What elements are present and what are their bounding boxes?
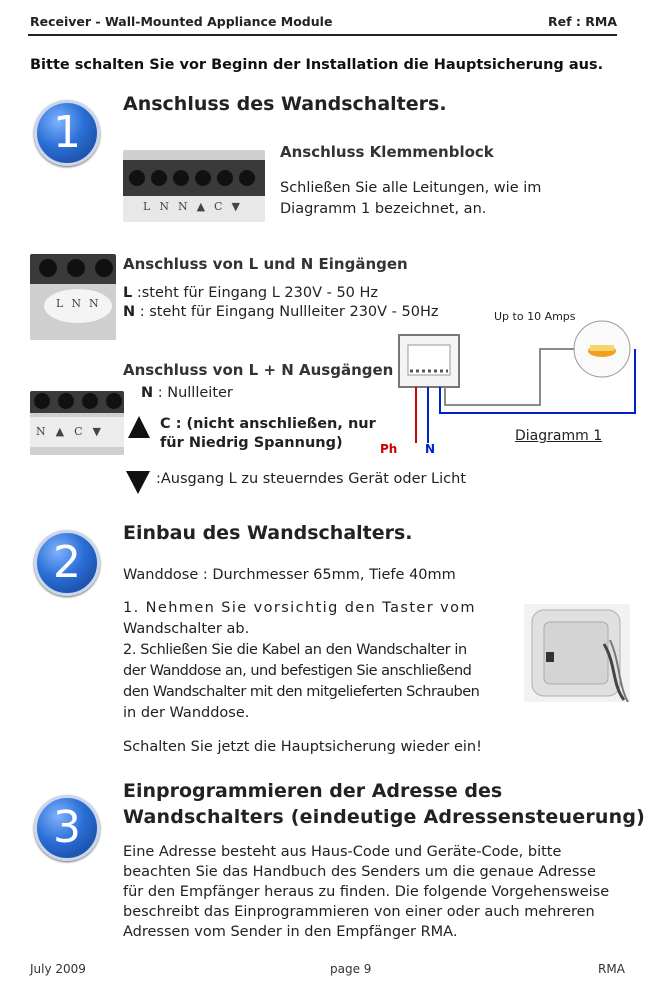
step-3-title-line-2: Wandschalters (eindeutige Adressensteuerung) (123, 806, 646, 828)
terminal-label: ▼ (231, 200, 249, 213)
output-terminals-photo (30, 391, 124, 455)
output-label: ▼ (92, 425, 111, 438)
step-3-paragraph-line-3: für den Empfänger heraus zu finden. Die folgende Vorgehensweise (123, 884, 610, 900)
terminal-label: N (177, 200, 197, 213)
output-c-key: C (160, 416, 171, 432)
output-label: N (36, 425, 56, 438)
output-c-text-1: : (nicht anschließen, nur (170, 416, 376, 432)
input-label: L (56, 297, 72, 310)
terminal-block-text-1: Schließen Sie alle Leitungen, wie im (280, 180, 542, 196)
final-instruction: Schalten Sie jetzt die Hauptsicherung wieder ein! (123, 739, 482, 755)
output-label: ▲ (55, 425, 75, 438)
output-n-key: N (141, 385, 154, 401)
instruction-2-line-2: der Wanddose an, und befestigen Sie anschließend (123, 663, 472, 679)
phase-label: Ph (380, 442, 398, 456)
instruction-1-line-1: 1. Nehmen Sie vorsichtig den Taster vom (123, 600, 476, 616)
step-1-badge: 1 (34, 100, 100, 166)
footer-date: July 2009 (30, 962, 86, 976)
terminal-block-text-2: Diagramm 1 bezeichnet, an. (280, 201, 487, 217)
terminal-label: C (214, 200, 232, 213)
step-3-paragraph-line-2: beachten Sie das Handbuch des Senders um die genaue Adresse (123, 864, 596, 880)
output-c-line (160, 414, 376, 435)
terminal-label: ▲ (196, 200, 215, 213)
step-2-badge: 2 (34, 530, 100, 596)
instruction-2-line-4: in der Wanddose. (123, 705, 250, 721)
box-dimensions: Wanddose : Durchmesser 65mm, Tiefe 40mm (123, 567, 456, 583)
outputs-heading: Anschluss von L + N Ausgängen (123, 361, 394, 379)
input-l-text: :steht für Eingang L 230V - 50 Hz (132, 285, 379, 301)
step-3-paragraph-line-4: beschreibt das Einprogrammieren von einer oder auch mehreren (123, 904, 595, 920)
output-n-text: : Nullleiter (153, 385, 233, 401)
input-n-key: N (123, 304, 136, 320)
input-n-text: : steht für Eingang Nullleiter 230V - 50Hz (135, 304, 439, 320)
output-c-text-2: für Niedrig Spannung) (160, 435, 343, 451)
step-3-paragraph-line-5: Adressen vom Sender in den Empfänger RMA. (123, 924, 458, 940)
output-down-text: :Ausgang L zu steuerndes Gerät oder Licht (156, 471, 467, 487)
inputs-heading: Anschluss von L und N Eingängen (123, 255, 408, 273)
step-3-paragraph-line-1: Eine Adresse besteht aus Haus-Code und Geräte-Code, bitte (123, 844, 562, 860)
input-label: N (71, 297, 89, 310)
step-1-title: Anschluss des Wandschalters. (123, 93, 447, 115)
wall-box-photo (524, 604, 630, 702)
diagram-caption: Diagramm 1 (515, 428, 603, 444)
input-label: N (88, 297, 107, 310)
output-label: C (74, 425, 93, 438)
step-3-title-line-1: Einprogrammieren der Adresse des (123, 780, 503, 802)
amps-label: Up to 10 Amps (494, 310, 576, 323)
output-n-line (141, 383, 233, 404)
input-terminals-photo (30, 254, 116, 340)
terminal-label: L (143, 200, 160, 213)
instruction-2-line-3: den Wandschalter mit den mitgelieferten Schrauben (123, 684, 480, 700)
step-2-title: Einbau des Wandschalters. (123, 522, 413, 544)
header-title: Receiver - Wall-Mounted Appliance Module (30, 14, 333, 29)
triangle-down-icon (124, 468, 152, 496)
header-divider (28, 34, 617, 36)
terminal-block-photo (123, 150, 265, 222)
footer-page: page 9 (330, 962, 372, 976)
header-ref: Ref : RMA (548, 14, 617, 29)
step-3-badge: 3 (34, 795, 100, 861)
wiring-diagram (370, 305, 650, 465)
input-l-key: L (123, 285, 133, 301)
footer-ref: RMA (598, 962, 625, 976)
instruction-2-line-1: 2. Schließen Sie die Kabel an den Wandschalter in (123, 642, 467, 658)
safety-warning: Bitte schalten Sie vor Beginn der Installation die Hauptsicherung aus. (30, 57, 604, 73)
terminal-block-heading: Anschluss Klemmenblock (280, 143, 494, 161)
instruction-1-line-2: Wandschalter ab. (123, 621, 250, 637)
input-l-line (123, 283, 378, 304)
terminal-label: N (159, 200, 178, 213)
triangle-up-icon (126, 414, 152, 440)
neutral-label: N (425, 442, 436, 456)
